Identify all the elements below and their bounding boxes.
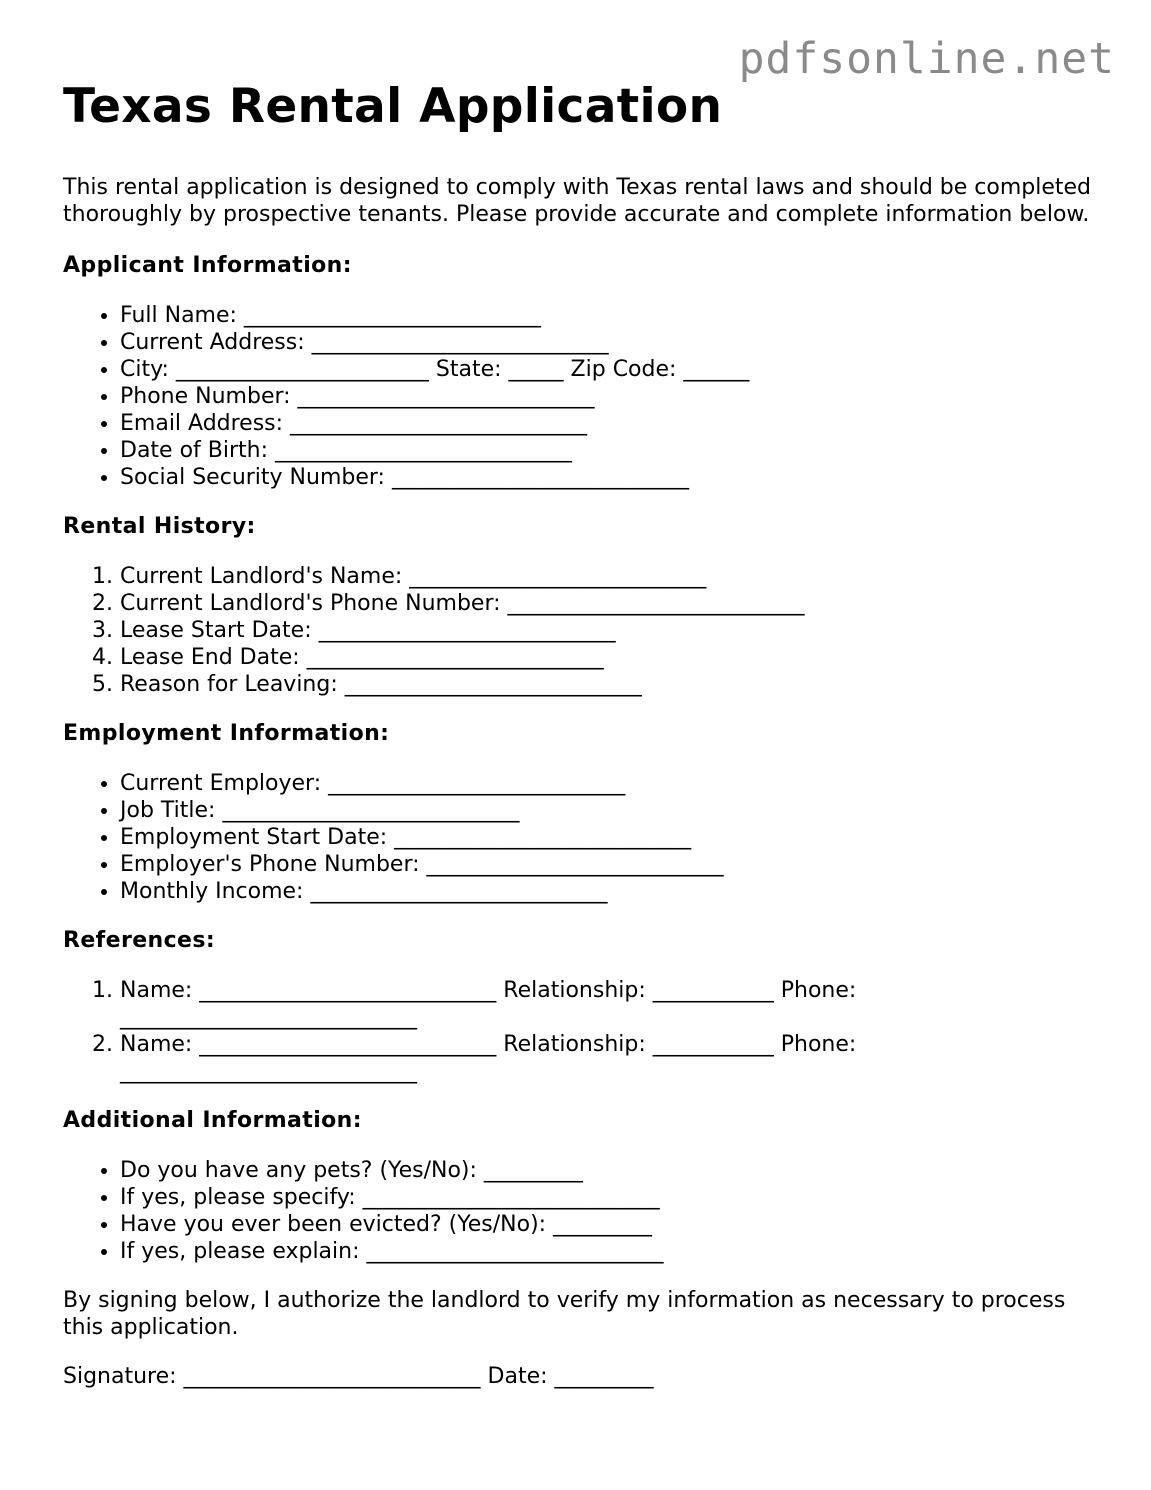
- list-item: • Job Title: ___________________________: [120, 797, 1103, 824]
- list-item: 2. Current Landlord's Phone Number: ___________________________: [120, 590, 1103, 617]
- page-title: Texas Rental Application: [63, 79, 723, 134]
- authorization-paragraph: By signing below, I authorize the landlord to verify my information as necessary to process this application.: [63, 1288, 1066, 1341]
- document-page: [63, 80, 1103, 1390]
- list-item: • Email Address: ___________________________: [120, 410, 1103, 437]
- additional-heading: Additional Information:: [63, 1108, 362, 1134]
- list-item: • Date of Birth: ___________________________: [120, 437, 1103, 464]
- list-item: • Employer's Phone Number: ___________________________: [120, 851, 1103, 878]
- list-item: • Phone Number: ___________________________: [120, 383, 1103, 410]
- applicant-list: [63, 302, 1103, 491]
- intro-paragraph: This rental application is designed to comply with Texas rental laws and should be completed thoroughly by prospective tenants. Please provide accurate and complete information below.: [63, 175, 1091, 228]
- watermark: pdfsonline.net: [738, 34, 1115, 84]
- list-item: • Social Security Number: ___________________________: [120, 464, 1103, 491]
- list-item: • Have you ever been evicted? (Yes/No): _________: [120, 1211, 1103, 1238]
- list-item: • If yes, please specify: ___________________________: [120, 1184, 1103, 1211]
- references-heading: References:: [63, 928, 216, 954]
- list-item: • Current Employer: ___________________________: [120, 770, 1103, 797]
- list-item: • Monthly Income: ___________________________: [120, 878, 1103, 905]
- employment-list: [63, 770, 1103, 905]
- rental-history-list: [63, 563, 1103, 698]
- list-item: • City: _______________________ State: _____ Zip Code: ______: [120, 356, 1103, 383]
- references-list: [63, 977, 1103, 1085]
- applicant-heading: Applicant Information:: [63, 253, 352, 279]
- list-item: 4. Lease End Date: ___________________________: [120, 644, 1103, 671]
- list-item: 2. Name: ___________________________ Relationship: ___________ Phone: ___________________________: [120, 1031, 893, 1085]
- rental-history-heading: Rental History:: [63, 514, 256, 540]
- list-item: • Full Name: ___________________________: [120, 302, 1103, 329]
- list-item: 5. Reason for Leaving: ___________________________: [120, 671, 1103, 698]
- list-item: • Current Address: ___________________________: [120, 329, 1103, 356]
- additional-list: [63, 1157, 1103, 1265]
- signature-line: Signature: ___________________________ Date: _________: [63, 1364, 654, 1390]
- list-item: 1. Current Landlord's Name: ___________________________: [120, 563, 1103, 590]
- list-item: • If yes, please explain: ___________________________: [120, 1238, 1103, 1265]
- employment-heading: Employment Information:: [63, 721, 390, 747]
- list-item: • Employment Start Date: ___________________________: [120, 824, 1103, 851]
- list-item: 1. Name: ___________________________ Relationship: ___________ Phone: ___________________________: [120, 977, 893, 1031]
- list-item: • Do you have any pets? (Yes/No): _________: [120, 1157, 1103, 1184]
- list-item: 3. Lease Start Date: ___________________________: [120, 617, 1103, 644]
